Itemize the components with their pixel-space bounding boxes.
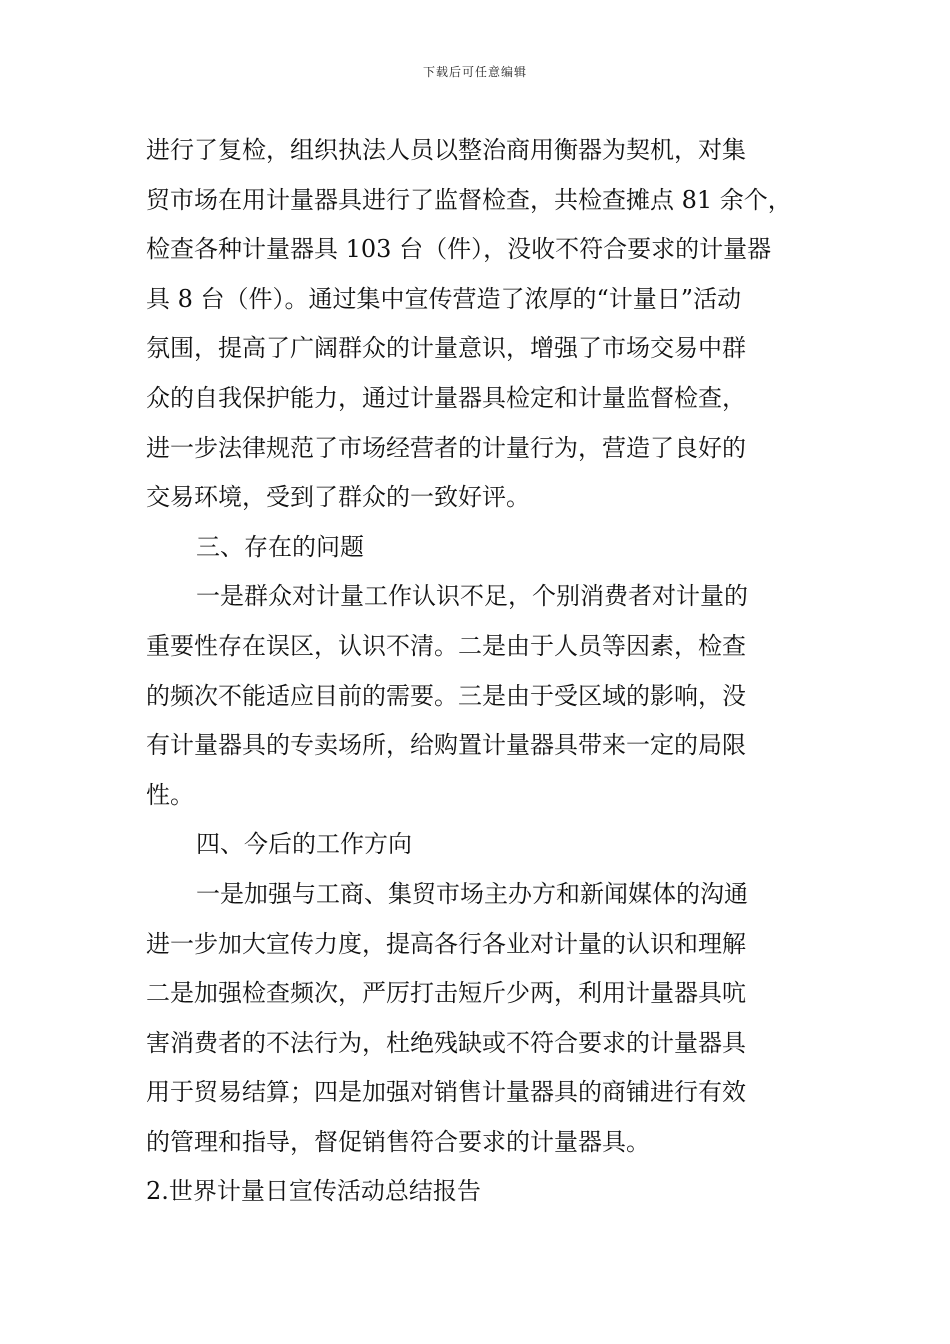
body-line: 性。 (146, 780, 194, 809)
body-line: 进一步加大宣传力度，提高各行各业对计量的认识和理解 (146, 929, 746, 958)
body-line: 有计量器具的专卖场所，给购置计量器具带来一定的局限 (146, 731, 746, 760)
document-title: 2.世界计量日宣传活动总结报告 (146, 1177, 481, 1206)
body-line: 的频次不能适应目前的需要。三是由于受区域的影响，没 (146, 681, 746, 710)
body-line: 重要性存在误区，认识不清。二是由于人员等因素，检查 (146, 631, 746, 660)
body-line: 进行了复检，组织执法人员以整治商用衡器为契机，对集 (146, 136, 746, 164)
page-header: 下载后可任意编辑 (422, 65, 527, 79)
document-body (146, 126, 816, 1217)
body-line: 众的自我保护能力，通过计量器具检定和计量监督检查， (146, 383, 746, 412)
body-line: 具 8 台（件）。通过集中宣传营造了浓厚的“计量日”活动 (146, 284, 742, 313)
body-line: 进一步法律规范了市场经营者的计量行为，营造了良好的 (146, 433, 746, 462)
body-line: 用于贸易结算；四是加强对销售计量器具的商铺进行有效 (146, 1078, 746, 1107)
section-heading: 三、存在的问题 (196, 532, 364, 561)
body-line: 交易环境，受到了群众的一致好评。 (146, 483, 530, 512)
body-line: 二是加强检查频次，严厉打击短斤少两，利用计量器具吭 (146, 979, 746, 1008)
body-line: 一是加强与工商、集贸市场主办方和新闻媒体的沟通 (196, 879, 748, 908)
body-line: 的管理和指导，督促销售符合要求的计量器具。 (146, 1127, 650, 1156)
body-line: 检查各种计量器具 103 台（件），没收不符合要求的计量器 (146, 235, 772, 264)
body-line: 氛围，提高了广阔群众的计量意识，增强了市场交易中群 (146, 334, 746, 363)
body-line: 一是群众对计量工作认识不足，个别消费者对计量的 (196, 582, 748, 611)
body-line: 害消费者的不法行为，杜绝残缺或不符合要求的计量器具 (146, 1028, 746, 1057)
body-line: 贸市场在用计量器具进行了监督检查，共检查摊点 81 余个， (146, 185, 792, 214)
section-heading: 四、今后的工作方向 (196, 830, 412, 859)
